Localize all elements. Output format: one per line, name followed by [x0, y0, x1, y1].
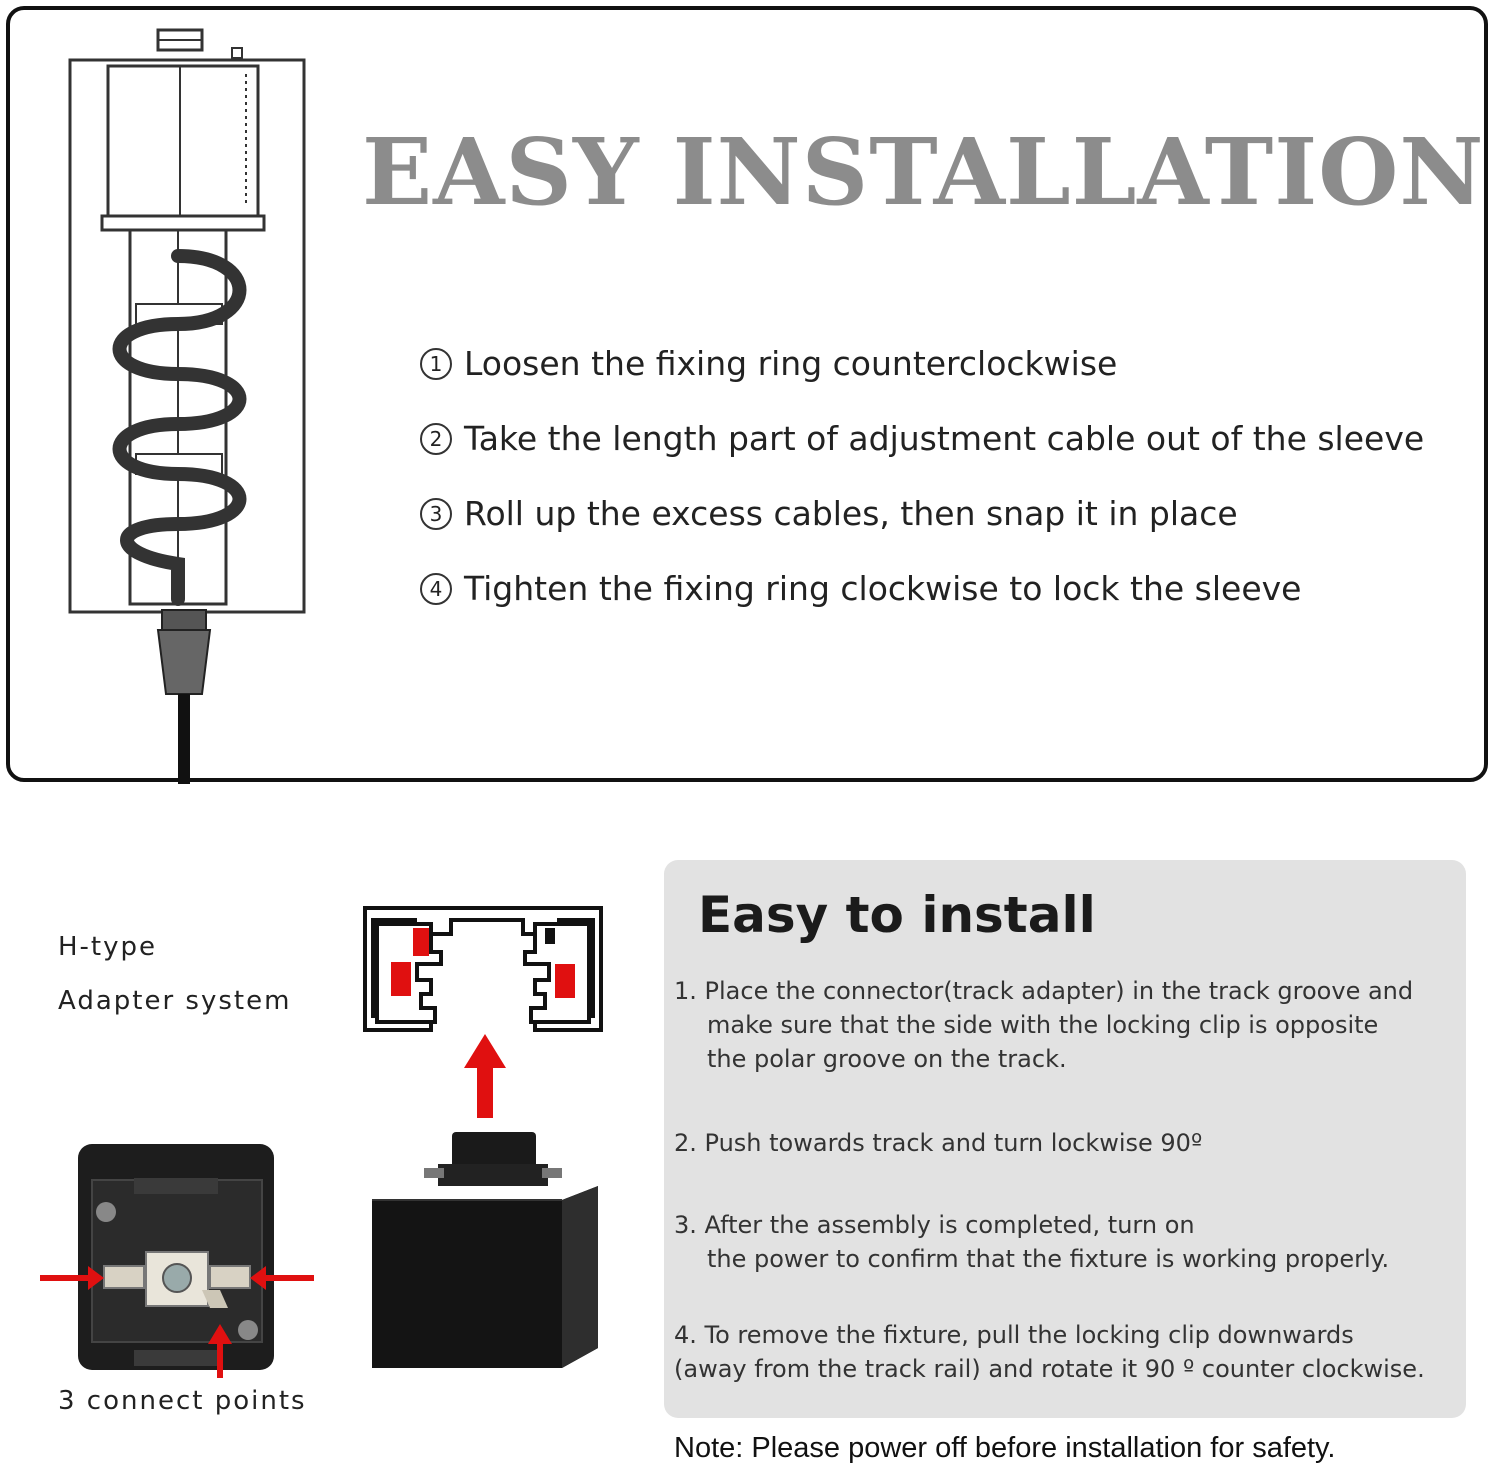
step-text: Tighten the fixing ring clockwise to lock the sleeve [464, 569, 1302, 608]
top-steps-list [420, 326, 1424, 626]
step-line: make sure that the side with the locking clip is opposite [707, 1011, 1379, 1039]
step-line: the power to confirm that the fixture is working properly. [707, 1245, 1390, 1273]
up-arrow-icon [462, 1032, 508, 1120]
install-step-2 [674, 1126, 1202, 1160]
step-text: Take the length part of adjustment cable out of the sleeve [464, 419, 1425, 458]
step-number-badge: 4 [420, 573, 452, 605]
step-number-badge: 2 [420, 423, 452, 455]
install-title: Easy to install [698, 886, 1096, 944]
step-line: the polar groove on the track. [707, 1045, 1067, 1073]
main-heading: EASY INSTALLATION [362, 118, 1485, 226]
step-line: (away from the track rail) and rotate it 90 º counter clockwise. [674, 1355, 1425, 1383]
step-line: 2. Push towards track and turn lockwise 90º [674, 1129, 1203, 1157]
step-number-badge: 3 [420, 498, 452, 530]
track-profile-diagram [355, 898, 611, 1040]
install-step-3 [674, 1208, 1389, 1276]
step-line: 4. To remove the fixture, pull the locking clip downwards [674, 1321, 1354, 1349]
step-text: Roll up the excess cables, then snap it in place [464, 494, 1238, 533]
step-number-badge: 1 [420, 348, 452, 380]
cable-sleeve-illustration [50, 24, 310, 784]
list-item [420, 476, 1424, 551]
install-step-4 [674, 1318, 1425, 1386]
install-step-1 [674, 974, 1413, 1076]
connector-side-view [362, 1128, 612, 1378]
step-text: Loosen the fixing ring counterclockwise [464, 344, 1118, 383]
install-instructions-panel [664, 860, 1466, 1418]
step-line: 3. After the assembly is completed, turn on [674, 1211, 1195, 1239]
adapter-type: H-type [58, 932, 158, 962]
list-item [420, 326, 1424, 401]
connector-front-view [34, 1140, 324, 1380]
adapter-system: Adapter system [58, 986, 292, 1016]
top-instruction-panel [6, 6, 1488, 782]
list-item [420, 401, 1424, 476]
list-item [420, 551, 1424, 626]
step-line: 1. Place the connector(track adapter) in the track groove and [674, 977, 1414, 1005]
adapter-label [58, 920, 291, 1028]
safety-note: Note: Please power off before installation for safety. [674, 1432, 1336, 1464]
connect-points-label: 3 connect points [58, 1386, 307, 1416]
